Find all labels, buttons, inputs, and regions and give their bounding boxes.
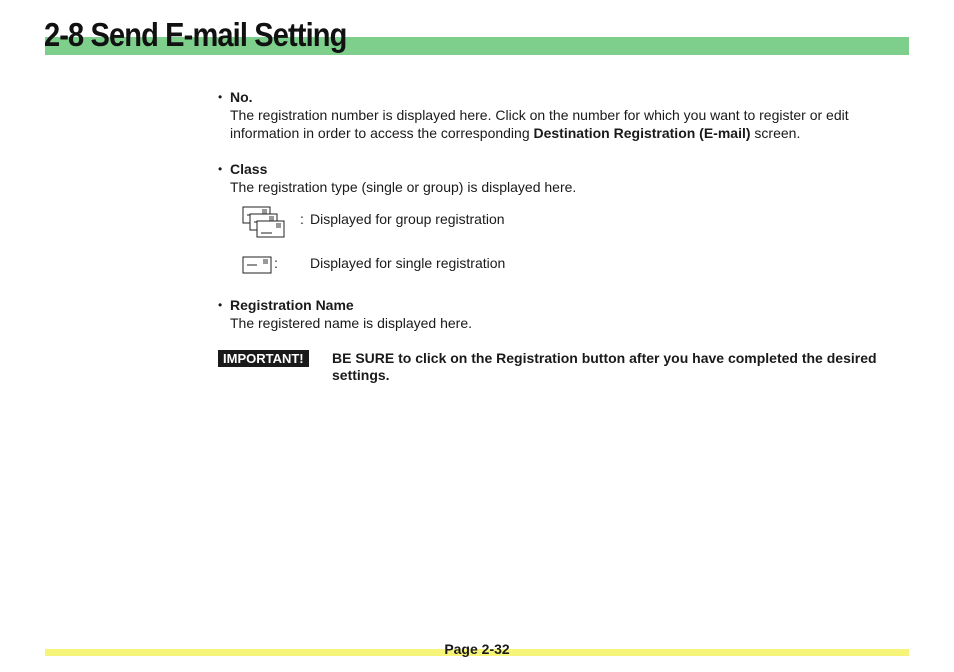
item-title: Registration Name — [230, 297, 354, 313]
bullet: • — [218, 90, 223, 104]
group-registration-label: Displayed for group registration — [310, 211, 505, 227]
item-title: No. — [230, 89, 253, 105]
group-registration-icon — [242, 206, 286, 238]
colon: : — [300, 211, 304, 227]
item-description: The registered name is displayed here. — [230, 315, 473, 331]
bullet: • — [218, 162, 223, 176]
colon: : — [274, 255, 278, 271]
page-number: Page 2-32 — [444, 641, 510, 657]
group-icon-row — [230, 206, 908, 242]
page-title: 2-8 Send E-mail Setting — [44, 16, 347, 53]
important-badge: IMPORTANT! — [218, 350, 309, 367]
bullet: • — [218, 298, 223, 312]
list-item-class — [218, 160, 908, 278]
single-registration-icon — [242, 256, 272, 274]
single-icon-row — [230, 250, 908, 278]
content — [218, 88, 908, 390]
item-description: The registration number is displayed here. Click on the number for which you want to register or edit information in order to access the corresponding Destination Registration (E-mail) screen. — [230, 107, 849, 141]
single-registration-label: Displayed for single registration — [310, 255, 506, 271]
important-text: BE SURE to click on the Registration button after you have completed the desired settings. — [332, 350, 877, 383]
item-title: Class — [230, 161, 268, 177]
list-item-no — [218, 88, 908, 142]
list-item-registration-name — [218, 296, 908, 332]
item-description: The registration type (single or group) is displayed here. — [230, 179, 577, 195]
important-note — [218, 350, 908, 390]
